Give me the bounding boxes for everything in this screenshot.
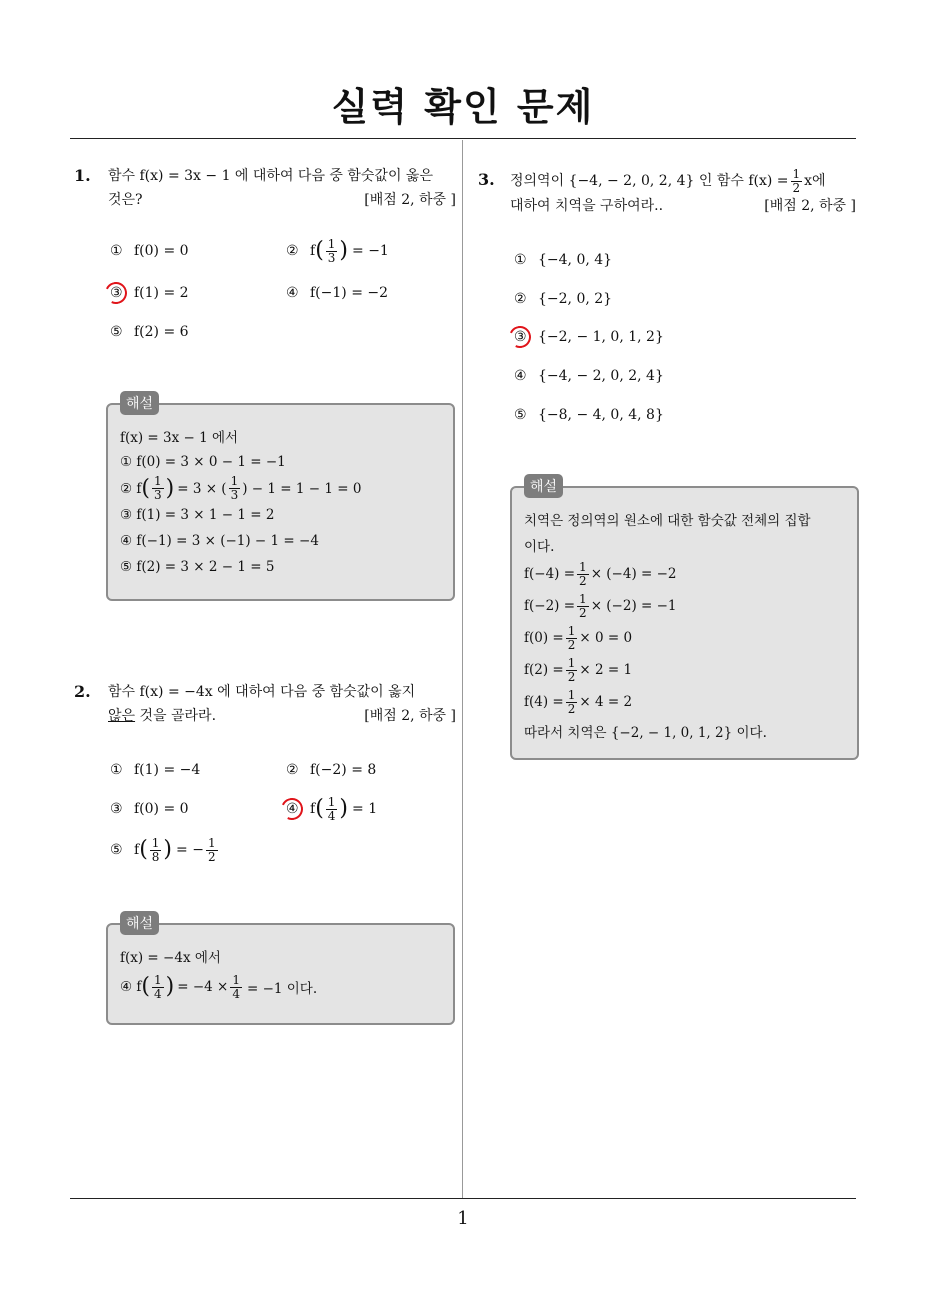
question-text-line: 것은? — [108, 192, 143, 208]
page-title: 실력 확인 문제 — [331, 85, 595, 129]
choice-marker: ② — [286, 243, 299, 259]
question-number: 3. — [478, 170, 495, 189]
solution-line: 이다. — [524, 539, 555, 555]
choice-marker: ⑤ — [110, 842, 123, 858]
choice-5[interactable]: ⑤ f ( $\frac{1}{8}$ ) = − $\frac{1}{2}$ — [110, 835, 216, 864]
column-divider — [462, 140, 463, 1198]
choice-expr: f(−1) = −2 — [310, 285, 389, 301]
solution-box-q1 — [106, 396, 455, 601]
page-number: 1 — [457, 1208, 469, 1229]
question-number: 2. — [74, 682, 91, 701]
choice-marker: ① — [110, 243, 123, 259]
choice-marker: ④ — [286, 285, 299, 301]
choice-expr: f(0) = 0 — [134, 243, 189, 259]
choice-4[interactable]: ④ f ( $\frac{1}{4}$ ) = 1 — [286, 791, 377, 827]
choice-5[interactable] — [110, 317, 189, 347]
choice-1[interactable] — [110, 236, 189, 266]
question-3 — [478, 168, 856, 218]
choice-expr: {−4, − 2, 0, 2, 4} — [538, 368, 664, 384]
solution-line: ④ f(−1) = 3 × (−1) − 1 = −4 — [120, 533, 319, 549]
solution-line: f(x) = 3x − 1 에서 — [120, 430, 239, 446]
choice-expr: f(−2) = 8 — [310, 762, 377, 778]
choice-4[interactable] — [514, 361, 664, 391]
choice-2[interactable] — [286, 755, 376, 785]
question-2 — [74, 680, 456, 728]
underlined-text: 않은 — [108, 708, 136, 724]
choice-marker: ⑤ — [110, 324, 123, 340]
score-meta: [배점 2, 하중 ] — [364, 708, 456, 724]
choice-3[interactable] — [514, 322, 664, 352]
question-text — [108, 164, 456, 212]
fraction: $\frac{1}{2}$ — [207, 835, 216, 864]
solution-line: ⑤ f(2) = 3 × 2 − 1 = 5 — [120, 559, 275, 575]
bottom-rule — [70, 1198, 856, 1199]
choice-1[interactable] — [514, 245, 612, 275]
choice-marker: ① — [514, 252, 527, 268]
choice-expr: {−2, 0, 2} — [538, 291, 613, 307]
solution-tab: 해설 — [120, 911, 159, 935]
choice-marker: ④ — [286, 801, 299, 817]
top-rule — [70, 138, 856, 139]
choice-marker: ⑤ — [514, 407, 527, 423]
choice-1[interactable] — [110, 755, 200, 785]
solution-line: ① f(0) = 3 × 0 − 1 = −1 — [120, 454, 286, 470]
choice-expr: f(2) = 6 — [134, 324, 189, 340]
solution-tab: 해설 — [524, 474, 563, 498]
choice-expr: = −1 — [352, 243, 389, 259]
solution-line: 따라서 치역은 {−2, − 1, 0, 1, 2} 이다. — [524, 725, 767, 741]
solution-tab: 해설 — [120, 391, 159, 415]
solution-line: f(2) = $\frac{1}{2}$ × 2 = 1 — [524, 655, 633, 684]
question-1 — [74, 164, 456, 212]
question-text — [510, 168, 856, 218]
score-meta: [배점 2, 하중 ] — [764, 198, 856, 214]
choice-4[interactable] — [286, 278, 388, 308]
choice-2[interactable]: ② f ( $\frac{1}{3}$ ) = −1 — [286, 236, 389, 265]
score-meta: [배점 2, 하중 ] — [364, 192, 456, 208]
fraction: $\frac{1}{8}$ — [151, 835, 160, 864]
choice-marker: ② — [286, 762, 299, 778]
solution-box-q3 — [510, 479, 859, 760]
solution-box-q2 — [106, 916, 455, 1025]
fraction: $\frac{1}{2}$ — [792, 166, 801, 195]
answer-mark — [278, 795, 306, 823]
choice-marker: ③ — [110, 285, 123, 301]
choice-marker: ③ — [110, 801, 123, 817]
choice-expr: f — [310, 243, 316, 259]
choice-marker: ③ — [514, 329, 527, 345]
choice-expr: f(1) = −4 — [134, 762, 201, 778]
choice-marker: ④ — [514, 368, 527, 384]
choice-5[interactable] — [514, 400, 664, 430]
solution-line: f(0) = $\frac{1}{2}$ × 0 = 0 — [524, 623, 633, 652]
answer-mark — [506, 323, 534, 351]
choice-marker: ② — [514, 291, 527, 307]
question-number: 1. — [74, 166, 91, 185]
fraction: $\frac{1}{4}$ — [327, 794, 336, 823]
answer-mark — [102, 279, 130, 307]
choice-expr: f(1) = 2 — [134, 285, 189, 301]
question-text — [108, 680, 456, 728]
choice-expr: {−4, 0, 4} — [538, 252, 613, 268]
question-text-line: 것을 골라라. — [135, 708, 217, 724]
choice-marker: ① — [110, 762, 123, 778]
solution-line: f(4) = $\frac{1}{2}$ × 4 = 2 — [524, 687, 633, 716]
choice-3[interactable] — [110, 278, 189, 308]
question-text-line: 대하여 치역을 구하여라.. — [510, 198, 664, 214]
solution-line: ③ f(1) = 3 × 1 − 1 = 2 — [120, 507, 275, 523]
solution-line: 치역은 정의역의 원소에 대한 함숫값 전체의 집합 — [524, 513, 811, 529]
question-text-line: 함수 f(x) = −4x 에 대하여 다음 중 함숫값이 옳지 — [108, 684, 416, 700]
choice-2[interactable] — [514, 284, 612, 314]
choice-expr: {−2, − 1, 0, 1, 2} — [538, 329, 664, 345]
solution-line: f(−2) = $\frac{1}{2}$ × (−2) = −1 — [524, 591, 677, 620]
question-text-line: 정의역이 {−4, − 2, 0, 2, 4} 인 함수 f(x) = — [510, 173, 789, 189]
solution-line: ② f ( $\frac{1}{3}$ ) = 3 × ( $\frac{1}{3}$ ) − 1 = 1 − 1 = 0 — [120, 474, 362, 502]
choice-3[interactable] — [110, 794, 189, 824]
solution-line: f(x) = −4x 에서 — [120, 950, 221, 966]
solution-line: ④ f ( $\frac{1}{4}$ ) = −4 × $\frac{1}{4}$ = −1 이다. — [120, 972, 318, 1001]
choice-expr: {−8, − 4, 0, 4, 8} — [538, 407, 664, 423]
question-text-line: x에 — [804, 173, 826, 189]
question-text-line: 함수 f(x) = 3x − 1 에 대하여 다음 중 함숫값이 옳은 — [108, 168, 433, 184]
choice-expr: f(0) = 0 — [134, 801, 189, 817]
solution-line: f(−4) = $\frac{1}{2}$ × (−4) = −2 — [524, 559, 677, 588]
fraction: $\frac{1}{3}$ — [327, 236, 336, 265]
